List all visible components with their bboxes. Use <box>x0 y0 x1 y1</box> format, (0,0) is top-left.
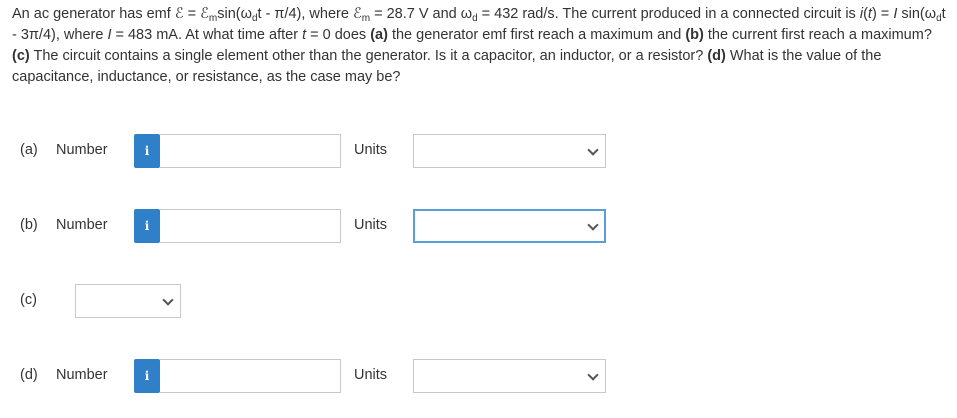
part-a-label: (a) <box>20 142 38 158</box>
part-d-units-select[interactable] <box>413 359 606 393</box>
part-c-element-select[interactable] <box>75 284 181 318</box>
problem-text: m <box>361 13 371 24</box>
problem-text: m <box>208 13 218 24</box>
problem-text: I <box>893 6 898 22</box>
problem-text: t <box>867 6 872 22</box>
problem-text: (c) <box>12 48 30 64</box>
problem-text: ( <box>863 6 868 22</box>
problem-text: ℰ <box>200 6 209 22</box>
problem-text: t <box>302 27 307 43</box>
problem-text: (b) <box>685 27 704 43</box>
problem-text: t - 3π/4), where <box>12 6 946 43</box>
part-b-units-select[interactable] <box>413 209 606 243</box>
part-a-info-icon[interactable]: i <box>134 134 160 168</box>
problem-text: = 432 rad/s. The current produced in a connected circuit is <box>477 6 860 22</box>
part-a-number-input[interactable] <box>160 134 341 168</box>
chevron-down-icon <box>587 144 598 155</box>
problem-text: = 483 mA. At what time after <box>111 27 303 43</box>
part-b-label: (b) <box>20 217 38 233</box>
problem-text: ℰ <box>174 6 184 22</box>
problem-text: d <box>936 13 942 24</box>
part-b-number-input[interactable] <box>160 209 341 243</box>
part-a-number-label: Number <box>56 142 108 158</box>
problem-statement <box>12 4 947 88</box>
part-d-units-label: Units <box>354 367 388 383</box>
problem-text: d <box>472 13 478 24</box>
problem-text: = 28.7 V and ω <box>370 6 473 22</box>
chevron-down-icon <box>587 369 598 380</box>
problem-text: ) = <box>871 6 894 22</box>
part-d-number-input[interactable] <box>160 359 341 393</box>
problem-text: I <box>107 27 112 43</box>
part-b-units-label: Units <box>354 217 388 233</box>
part-c-label: (c) <box>20 292 37 308</box>
problem-text: = <box>183 6 201 22</box>
chevron-down-icon <box>162 294 173 305</box>
problem-text: The circuit contains a single element other than the generator. Is it a capacitor, an inductor, or a resistor? <box>29 48 708 64</box>
problem-text: = 0 does <box>306 27 371 43</box>
part-a-units-label: Units <box>354 142 388 158</box>
problem-text: An ac generator has emf <box>12 6 175 22</box>
problem-text: (d) <box>707 48 726 64</box>
part-b-number-label: Number <box>56 217 108 233</box>
part-b-row <box>0 209 957 245</box>
problem-text: the generator emf first reach a maximum and <box>387 27 686 43</box>
problem-text: What is the value of the capacitance, inductance, or resistance, as the case may be? <box>12 48 882 85</box>
part-b-info-icon[interactable]: i <box>134 209 160 243</box>
part-d-row <box>0 359 957 395</box>
part-c-row <box>0 284 957 320</box>
problem-text: d <box>251 13 258 24</box>
problem-text: sin(ω <box>217 6 252 22</box>
chevron-down-icon <box>587 219 598 230</box>
part-a-row <box>0 134 957 170</box>
problem-text: ℰ <box>352 6 362 22</box>
problem-text: sin(ω <box>897 6 937 22</box>
problem-text: (a) <box>370 27 388 43</box>
part-a-units-select[interactable] <box>413 134 606 168</box>
part-d-number-label: Number <box>56 367 108 383</box>
problem-text: i <box>859 6 864 22</box>
part-d-label: (d) <box>20 367 38 383</box>
problem-text: t - π/4), where <box>257 6 353 22</box>
problem-text: the current first reach a maximum? <box>703 27 932 43</box>
part-d-info-icon[interactable]: i <box>134 359 160 393</box>
